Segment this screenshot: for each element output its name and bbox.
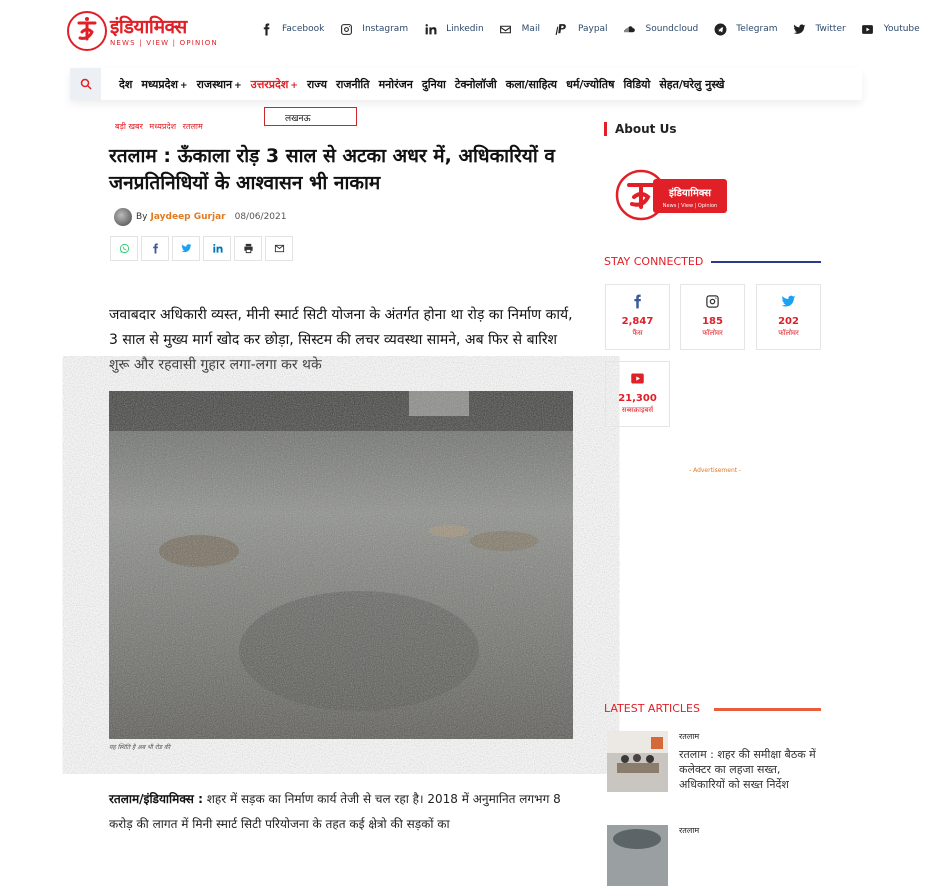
social-youtube[interactable] xyxy=(860,20,920,38)
meeting-photo xyxy=(607,731,668,792)
about-logo[interactable] xyxy=(615,169,727,225)
share-linkedin-button[interactable] xyxy=(203,236,231,261)
about-logo-tag: News | View | Opinion xyxy=(662,203,718,209)
social-linkedin[interactable] xyxy=(422,20,484,38)
mail-icon xyxy=(498,21,514,37)
stay-connected-rule xyxy=(711,261,821,263)
body-text: शहर में सड़क का निर्माण कार्य तेजी से चल रहा है। 2018 में अनुमानित लगभग 8 करोड़ की लागत में मिनी स्मार्ट सिटी परियोजना के तहत कई क्षेत्रो की सड़कों का xyxy=(109,792,561,831)
social-label: Facebook xyxy=(282,24,325,34)
stat-count: 185 xyxy=(702,316,723,327)
stat-count: 21,300 xyxy=(618,393,657,404)
photo-caption: यह स्थिति है अब भी रोड की xyxy=(109,744,171,751)
twitter-icon xyxy=(792,21,808,37)
share-bar xyxy=(110,236,296,261)
stat-youtube[interactable] xyxy=(605,361,670,427)
social-instagram[interactable] xyxy=(338,20,408,38)
nav-item-manoranjan[interactable]: मनोरंजन xyxy=(378,77,413,91)
latest-article-title[interactable]: रतलाम : शहर की समीक्षा बैठक में कलेक्टर का लहजा सख्त, अधिकारियों को सख्त निर्देश xyxy=(679,748,816,791)
stat-count: 202 xyxy=(778,316,799,327)
article-lead: जवाबदार अधिकारी व्यस्त, मीनी स्मार्ट सिटी योजना के अंतर्गत होना था रोड़ का निर्माण कार्य, 3 साल से मुख्य मार्ग खोद कर छोड़ा, सिस्टम की लचर व्यवस्था सामने, अब फिर से बारिश शुरू और रहवासी गुहार लगा-लगा कर थके xyxy=(109,307,573,373)
nav-item-technology[interactable]: टेक्नोलॉजी xyxy=(454,77,497,91)
road-photo xyxy=(109,391,573,739)
share-whatsapp-button[interactable] xyxy=(110,236,138,261)
nav-item-video[interactable]: विडियो xyxy=(623,77,651,91)
social-label: Youtube xyxy=(883,24,920,34)
social-label: Instagram xyxy=(362,24,409,34)
article-title: रतलाम : ऊँकाला रोड़ 3 साल से अटका अधर में, अधिकारियों व जनप्रतिनिधियों के आश्वासन भी नाकाम xyxy=(109,145,555,194)
latest-article-thumb[interactable] xyxy=(607,825,668,886)
stat-instagram[interactable] xyxy=(680,284,745,350)
breadcrumb-item[interactable]: रतलाम xyxy=(182,122,203,131)
search-button[interactable] xyxy=(70,68,101,100)
logo-title: इंडियामिक्स xyxy=(110,15,187,38)
whatsapp-icon xyxy=(119,243,130,254)
nav-item-rajasthan[interactable]: राजस्थान + xyxy=(196,77,242,91)
about-logo-text: इंडियामिक्स xyxy=(669,188,711,199)
search-icon xyxy=(80,78,92,90)
stat-facebook[interactable] xyxy=(605,284,670,350)
latest-articles-rule xyxy=(714,708,821,711)
social-label: Mail xyxy=(521,24,540,34)
nav-item-uttarpradesh[interactable]: उत्तरप्रदेश + xyxy=(250,77,298,91)
share-twitter-button[interactable] xyxy=(172,236,200,261)
author-avatar[interactable] xyxy=(114,208,132,226)
stat-unit: फैंस xyxy=(632,329,643,337)
stat-twitter[interactable] xyxy=(756,284,821,350)
submenu-item-lucknow[interactable]: लखनऊ xyxy=(264,107,357,126)
nav-item-dharm-jyotish[interactable]: धर्म/ज्योतिष xyxy=(566,77,615,91)
stay-connected-title: STAY CONNECTED xyxy=(604,255,704,268)
dateline: रतलाम/इंडियामिक्स : xyxy=(109,792,203,806)
nav-item-desh[interactable]: देश xyxy=(119,77,133,91)
stat-unit: फॉलोवर xyxy=(702,329,723,337)
share-facebook-button[interactable] xyxy=(141,236,169,261)
social-links xyxy=(258,20,934,38)
latest-article-category[interactable]: रतलाम xyxy=(679,732,700,741)
article-photo-thumb xyxy=(607,825,668,886)
author-link[interactable]: Jaydeep Gurjar xyxy=(150,212,226,222)
nav-item-kala-sahitya[interactable]: कला/साहित्य xyxy=(505,77,558,91)
instagram-icon xyxy=(338,21,354,37)
mail-icon xyxy=(274,243,285,254)
breadcrumb-item[interactable]: बड़ी खबर xyxy=(115,122,143,131)
stat-count: 2,847 xyxy=(621,316,654,327)
breadcrumb xyxy=(115,121,207,132)
social-label: Paypal xyxy=(577,24,608,34)
youtube-icon xyxy=(860,21,876,37)
linkedin-icon xyxy=(422,21,438,37)
social-label: Soundcloud xyxy=(645,24,699,34)
social-label: Telegram xyxy=(736,24,778,34)
nav-item-sehat[interactable]: सेहत/घरेलु नुस्खे xyxy=(659,77,725,91)
about-logo-image xyxy=(615,169,727,221)
article-meta xyxy=(114,208,286,226)
latest-article-thumb[interactable] xyxy=(607,731,668,792)
social-label: Linkedin xyxy=(446,24,484,34)
article-photo xyxy=(109,391,573,739)
share-email-button[interactable] xyxy=(265,236,293,261)
linkedin-icon xyxy=(212,243,223,254)
latest-article-category[interactable]: रतलाम xyxy=(679,826,700,835)
twitter-icon xyxy=(181,243,192,254)
about-us-title: About Us xyxy=(604,122,676,136)
main-nav xyxy=(70,68,862,100)
telegram-icon xyxy=(712,21,728,37)
social-telegram[interactable] xyxy=(712,20,777,38)
stat-unit: फॉलोवर xyxy=(778,329,799,337)
social-paypal[interactable] xyxy=(554,20,608,38)
social-twitter[interactable] xyxy=(792,20,846,38)
latest-articles-title: LATEST ARTICLES xyxy=(604,702,700,715)
nav-item-madhyapradesh[interactable]: मध्यप्रदेश + xyxy=(141,77,188,91)
soundcloud-icon xyxy=(622,21,638,37)
instagram-icon xyxy=(705,294,720,309)
youtube-icon xyxy=(630,371,645,386)
print-icon xyxy=(243,243,254,254)
nav-item-rajneeti[interactable]: राजनीति xyxy=(335,77,370,91)
twitter-icon xyxy=(781,294,796,309)
stat-unit: सब्सक्राइबर्स xyxy=(621,406,654,414)
facebook-icon xyxy=(150,243,161,254)
nav-item-rajya[interactable]: राज्य xyxy=(306,77,327,91)
nav-item-duniya[interactable]: दुनिया xyxy=(421,77,446,91)
print-button[interactable] xyxy=(234,236,262,261)
facebook-icon xyxy=(258,21,274,37)
site-logo[interactable] xyxy=(66,10,218,52)
social-facebook[interactable] xyxy=(258,20,324,38)
article-body xyxy=(109,787,579,837)
advertisement-label: - Advertisement - xyxy=(689,467,742,474)
social-label: Twitter xyxy=(815,24,846,34)
social-mail[interactable] xyxy=(498,20,540,38)
logo-emblem-icon xyxy=(66,10,108,52)
publish-date: 08/06/2021 xyxy=(234,212,287,222)
breadcrumb-item[interactable]: मध्यप्रदेश xyxy=(149,122,177,131)
logo-tagline: NEWS | VIEW | OPINION xyxy=(110,38,218,47)
social-soundcloud[interactable] xyxy=(622,20,699,38)
paypal-icon xyxy=(554,21,570,37)
facebook-icon xyxy=(630,294,645,309)
by-label: By xyxy=(136,212,148,222)
